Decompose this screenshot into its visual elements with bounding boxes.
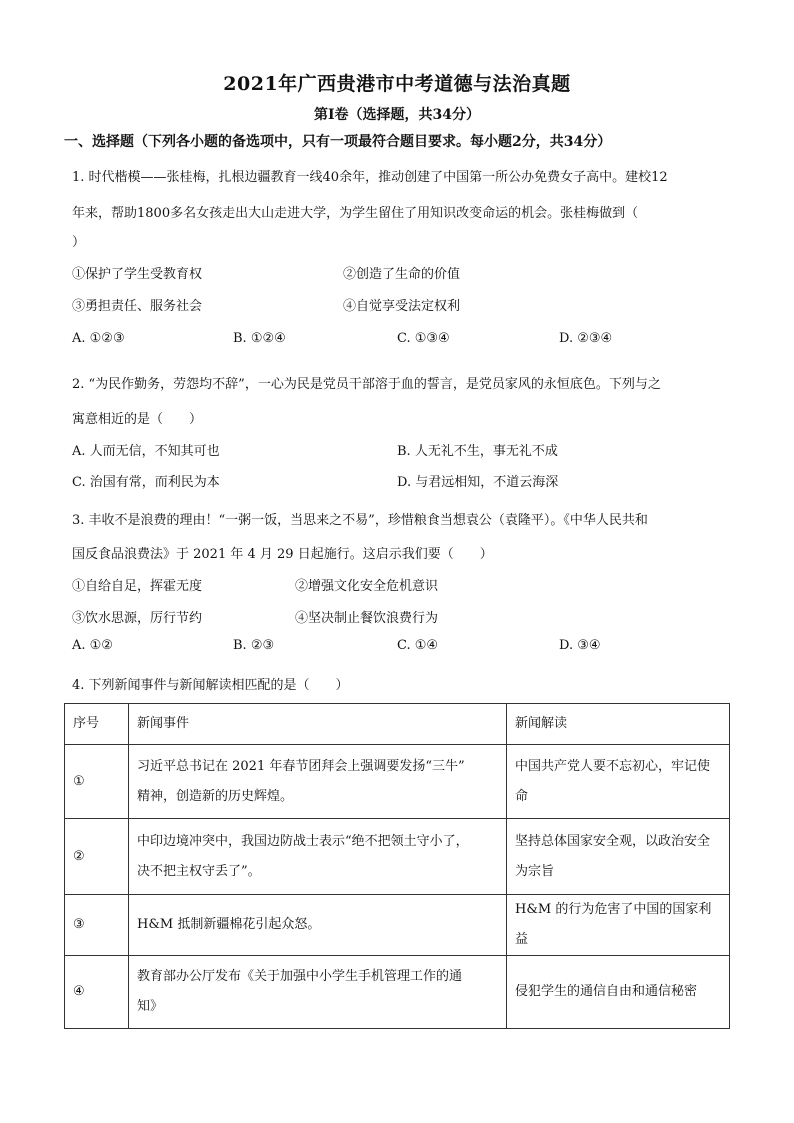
q2-option-c: C. 治国有常，而利民为本: [72, 475, 220, 490]
q2-stem-line2: 寓意相近的是（ ）: [72, 412, 203, 427]
q1-option-b: B. ①②④: [233, 331, 286, 346]
page-title: 2021年广西贵港市中考道德与法治真题: [223, 73, 571, 95]
news-table: [64, 703, 730, 1029]
q3-option-a: A. ①②: [72, 638, 113, 653]
event-line: 知》: [137, 999, 164, 1014]
row-number: ④: [65, 956, 129, 1029]
page-subtitle: 第Ⅰ卷（选择题，共34分）: [313, 107, 481, 123]
event-line: H&M 抵制新疆棉花引起众怒。: [137, 917, 321, 932]
table-row: [65, 819, 730, 895]
q3-stem-line1: 3. 丰收不是浪费的理由！“一粥一饭，当思来之不易”，珍惜粮食当想袁公（袁隆平）。《中华人民共和: [72, 513, 648, 528]
q1-statement-2: ②创造了生命的价值: [343, 267, 461, 282]
interp-line: H&M 的行为危害了中国的国家利益: [515, 902, 712, 947]
interp-line: 侵犯学生的通信自由和通信秘密: [515, 984, 698, 999]
q3-option-b: B. ②③: [233, 638, 275, 653]
interp-line: 为宗旨: [515, 863, 555, 879]
q2-option-a: A. 人而无信，不知其可也: [72, 444, 220, 459]
q3-statement-1: ①自给自足，挥霍无度: [72, 579, 203, 594]
q1-stem-line3: ）: [72, 235, 86, 250]
row-number: ②: [65, 819, 129, 895]
interp-line: 中国共产党人要不忘初心，牢记使: [515, 758, 711, 774]
q3-option-c: C. ①④: [397, 638, 439, 653]
event-line: 中印边境冲突中，我国边防战士表示“绝不把领土守小了，: [137, 833, 469, 849]
row-interpretation: [507, 819, 730, 895]
q1-option-d: D. ②③④: [559, 331, 613, 346]
q3-statement-3: ③饮水思源，厉行节约: [72, 611, 203, 626]
q1-option-c: C. ①③④: [397, 331, 450, 346]
row-number: ①: [65, 745, 129, 819]
section-heading: 一、选择题（下列各小题的备选项中，只有一项最符合题目要求。每小题2分，共34分）: [64, 134, 612, 150]
q1-stem-line1: 1. 时代楷模——张桂梅，扎根边疆教育一线40余年，推动创建了中国第一所公办免费女子高中。建校12: [72, 170, 668, 185]
q4-stem: 4. 下列新闻事件与新闻解读相匹配的是（ ）: [72, 678, 349, 693]
q3-stem-line2: 国反食品浪费法》于 2021 年 4 月 29 日起施行。这启示我们要（ ）: [72, 547, 493, 562]
event-line: 习近平总书记在 2021 年春节团拜会上强调要发扬“三牛”: [137, 758, 465, 774]
event-line: 决不把主权守丢了”。: [137, 863, 261, 879]
q2-option-d: D. 与君远相知，不道云海深: [397, 475, 559, 490]
q1-statement-1: ①保护了学生受教育权: [72, 267, 203, 282]
row-event: [129, 819, 507, 895]
q3-statement-4: ④坚决制止餐饮浪费行为: [295, 611, 439, 626]
header-cell-event: 新闻事件: [129, 704, 507, 745]
header-cell-number: 序号: [65, 704, 129, 745]
q3-statement-2: ②增强文化安全危机意识: [295, 579, 439, 594]
row-event: [129, 745, 507, 819]
q1-option-a: A. ①②③: [72, 331, 125, 346]
table-row: [65, 956, 730, 1029]
row-interpretation: [507, 745, 730, 819]
table-row: [65, 745, 730, 819]
table-row: [65, 895, 730, 956]
row-number: ③: [65, 895, 129, 956]
event-line: 教育部办公厅发布《关于加强中小学生手机管理工作的通: [137, 969, 463, 984]
row-event: [129, 895, 507, 956]
interp-line: 命: [515, 788, 529, 804]
q1-stem-line2: 年来，帮助1800多名女孩走出大山走进大学，为学生留住了用知识改变命运的机会。张桂梅做到（: [72, 206, 639, 221]
q3-option-d: D. ③④: [559, 638, 601, 653]
table-header-row: [65, 704, 730, 745]
interp-line: 坚持总体国家安全观，以政治安全: [515, 833, 711, 849]
row-interpretation: [507, 895, 730, 956]
event-line: 精神，创造新的历史辉煌。: [137, 788, 294, 804]
row-interpretation: [507, 956, 730, 1029]
q1-statement-4: ④自觉享受法定权利: [343, 299, 461, 314]
row-event: [129, 956, 507, 1029]
q2-stem-line1: 2. “为民作勤务，劳怨均不辞”，一心为民是党员干部溶于血的誓言，是党员家风的永恒底色。下列与之: [72, 377, 661, 392]
header-cell-interpretation: 新闻解读: [507, 704, 730, 745]
q2-option-b: B. 人无礼不生，事无礼不成: [397, 444, 558, 459]
q1-statement-3: ③勇担责任、服务社会: [72, 299, 203, 314]
